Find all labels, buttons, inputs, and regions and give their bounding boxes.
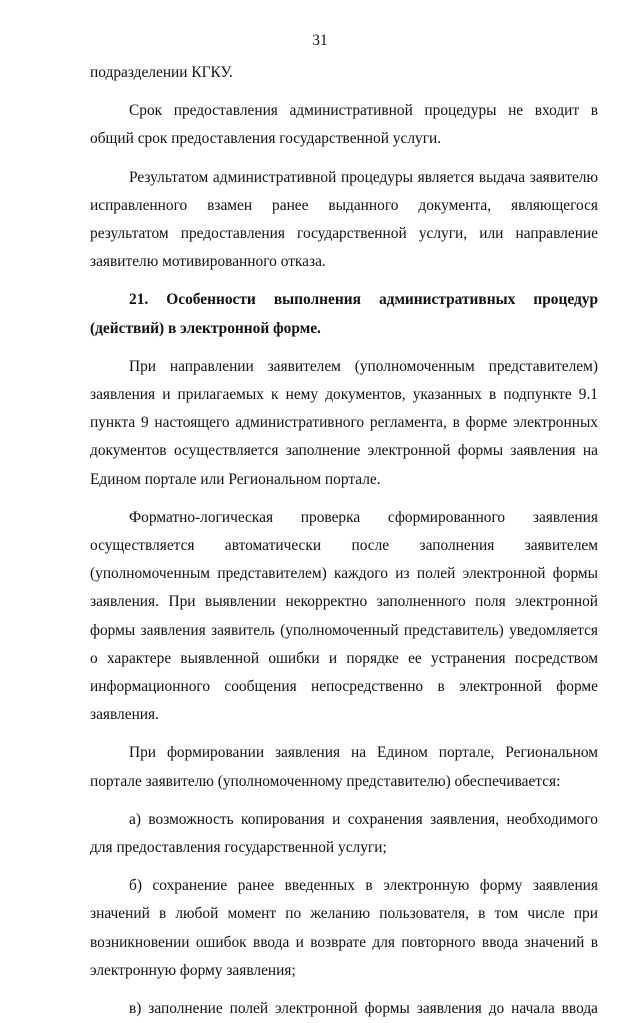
- section-heading-21: 21. Особенности выполнения административных процедур: [129, 291, 598, 309]
- page-body: [90, 59, 598, 1023]
- list-item-b: б) сохранение ранее введенных в электронную форму заявления значений в любой момент по желанию пользователя, в том числе при возникновении ошибок ввода и возврате для повторного ввода значений в электронную форму заявления;: [90, 877, 598, 979]
- paragraph-electronic-submission: При направлении заявителем (уполномоченным представителем) заявления и прилагаемых к нему документов, указанных в подпункте 9.1 пункта 9 настоящего административного регламента, в форме электронных документов осуществляется заполнение электронной формы заявления на Едином портале или Региональном портале.: [90, 357, 598, 488]
- paragraph-format-check: Форматно-логическая проверка сформированного заявления осуществляется автоматически после заполнения заявителем (уполномоченным представителем) каждого из полей электронной формы заявления. При выявлении некорректно заполненного поля электронной формы заявления заявитель (уполномоченный представитель) уведомляется о характере выявленной ошибки и порядке ее устранения посредством информационного сообщения непосредственно в электронной форме заявления.: [90, 508, 598, 724]
- list-item-v: в) заполнение полей электронной формы заявления до начала ввода: [129, 1000, 598, 1018]
- paragraph-portal-features: При формировании заявления на Едином портале, Региональном портале заявителю (уполномоченному представителю) обеспечивается:: [90, 744, 598, 790]
- paragraph-procedure-result: Результатом административной процедуры является выдача заявителю исправленного взамен ранее выданного документа, являющегося результатом предоставления государственной услуги, или направление заявителю мотивированного отказа.: [90, 168, 598, 271]
- paragraph-continuation: подразделении КГКУ.: [90, 64, 233, 81]
- paragraph-procedure-term: Срок предоставления административной процедуры не входит в общий срок предоставления государственной услуги.: [90, 102, 598, 148]
- list-item-a: а) возможность копирования и сохранения заявления, необходимого для предоставления государственной услуги;: [90, 810, 598, 857]
- section-heading-21-continuation: (действий) в электронной форме.: [90, 319, 321, 337]
- page-number: 31: [312, 32, 328, 49]
